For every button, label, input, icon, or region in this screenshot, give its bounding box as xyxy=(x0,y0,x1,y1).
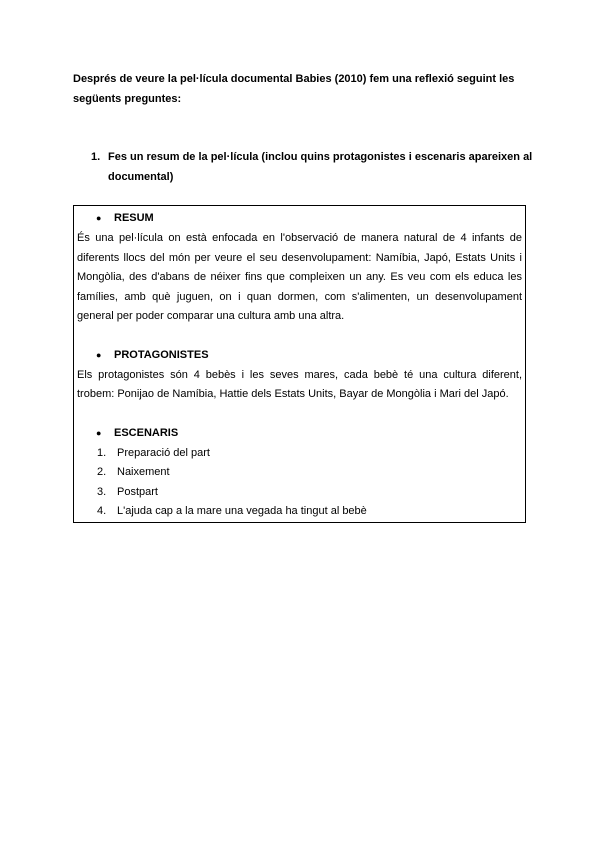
list-item xyxy=(97,502,522,522)
question-1 xyxy=(91,147,541,187)
resum-text: És una pel·lícula on està enfocada en l'observació de manera natural de 4 infants de diferents llocs del món per veure el seu desenvolupament: Namíbia, Japó, Estats Units i Mongòlia, des d'abans de néixer fins que compleixen un any. Es veu com els educa les famílies, amb què juguen, on i quan dormen, com s'alimenten, un desenvolupament general per poder comparar una cultura amb una altra. xyxy=(77,232,522,322)
escenaris-list xyxy=(77,444,522,522)
section-heading-protagonistes xyxy=(96,346,522,366)
list-item-text: Preparació del part xyxy=(117,446,210,459)
section-spacer xyxy=(77,405,522,424)
list-item xyxy=(97,444,522,464)
list-item-number: 2. xyxy=(97,466,107,478)
protagonistes-text: Els protagonistes són 4 bebès i les seves mares, cada bebè té una cultura diferent, trobem: Ponijao de Namíbia, Hattie dels Estats Units, Bayar de Mongòlia i Mari del Japó. xyxy=(77,368,522,400)
list-item-text: Postpart xyxy=(117,485,158,498)
bullet-icon: ● xyxy=(96,349,102,360)
list-item xyxy=(97,463,522,483)
section-title-resum: RESUM xyxy=(114,212,154,225)
intro-paragraph: Després de veure la pel·lícula documental Babies (2010) fem una reflexió seguint les següents preguntes: xyxy=(73,73,515,105)
section-title-escenaris: ESCENARIS xyxy=(114,426,179,439)
list-item-number: 3. xyxy=(97,485,107,498)
section-heading-resum xyxy=(96,209,522,229)
bullet-icon: ● xyxy=(96,427,102,438)
list-item-text: L'ajuda cap a la mare una vegada ha tingut al bebè xyxy=(117,505,367,517)
section-spacer xyxy=(77,327,522,346)
list-item-number: 4. xyxy=(97,505,107,517)
list-item-text: Naixement xyxy=(117,466,170,478)
question-text: Fes un resum de la pel·lícula (inclou quins protagonistes i escenaris apareixen al documental) xyxy=(108,151,533,183)
list-item-number: 1. xyxy=(97,446,107,459)
section-title-protagonistes: PROTAGONISTES xyxy=(114,348,209,361)
answer-box xyxy=(73,205,526,523)
list-item xyxy=(97,483,522,503)
section-heading-escenaris xyxy=(96,424,522,444)
bullet-icon: ● xyxy=(96,213,102,224)
question-number: 1. xyxy=(91,151,101,163)
